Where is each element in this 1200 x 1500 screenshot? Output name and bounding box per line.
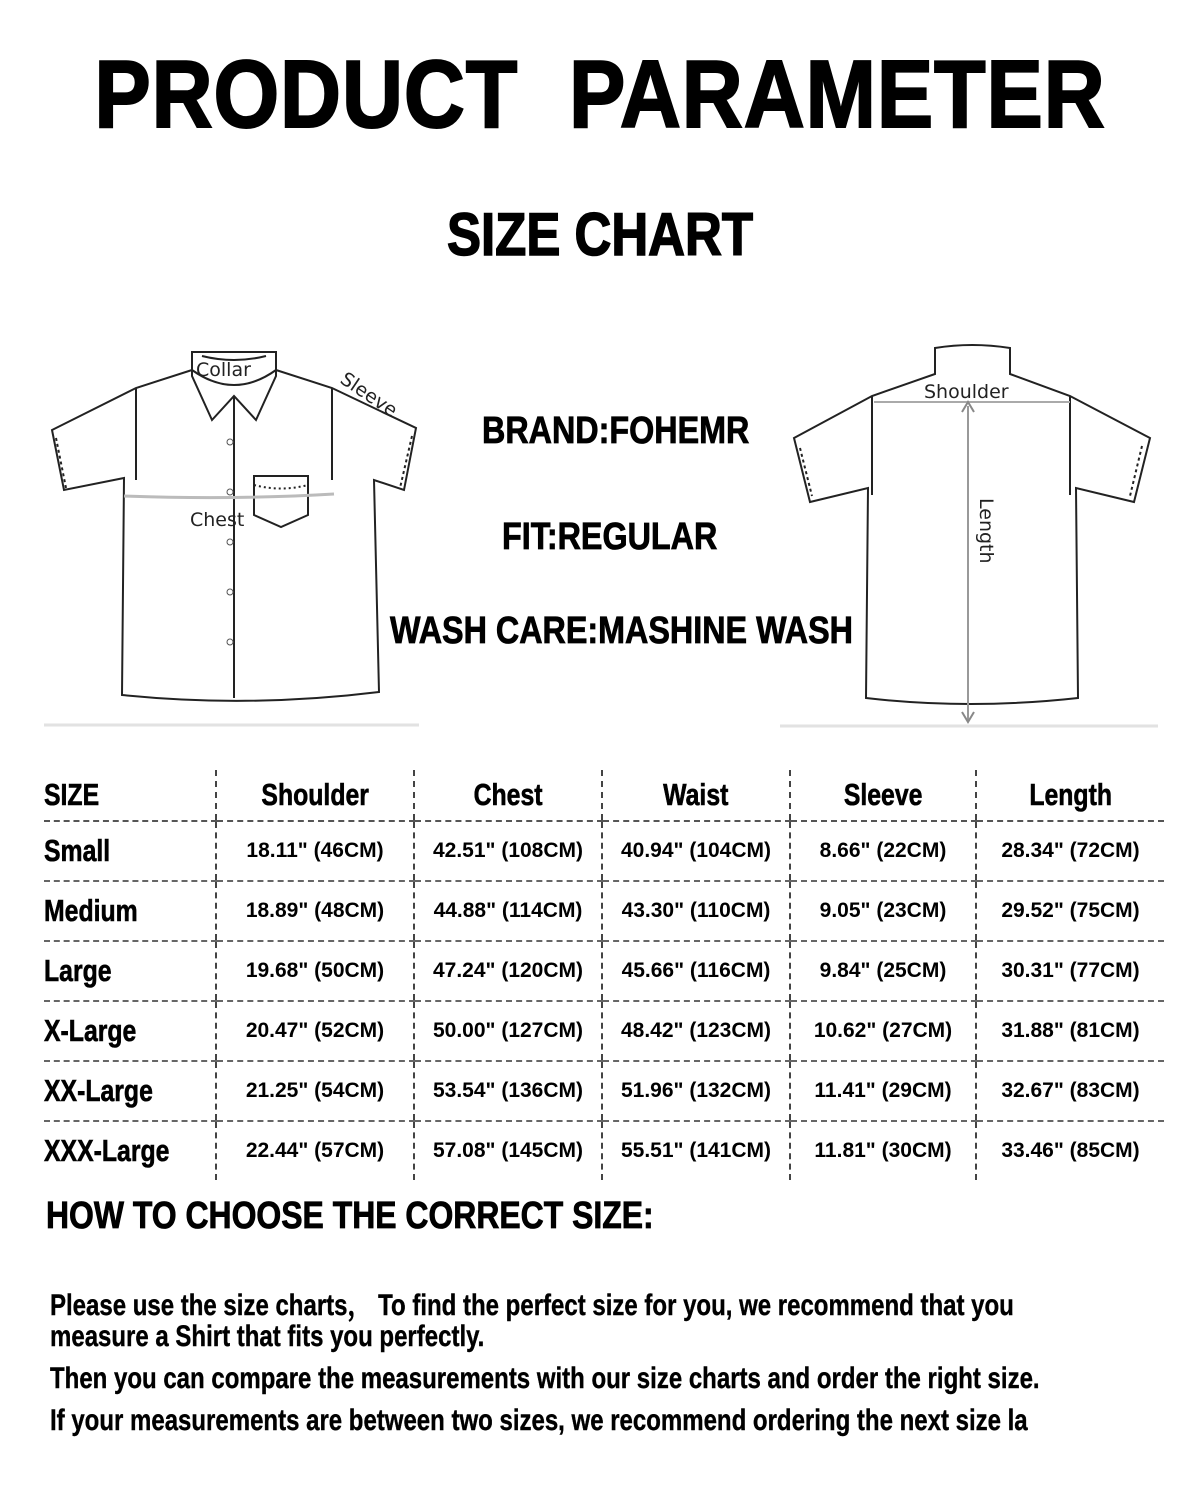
row-size-label: XXX-Large xyxy=(44,1133,170,1168)
size-table-header-row xyxy=(44,770,1164,821)
howto-line-2: measure a Shirt that fits you perfectly. xyxy=(50,1320,485,1353)
cell-shoulder: 19.68" (50CM) xyxy=(216,941,414,1001)
cell-shoulder: 21.25" (54CM) xyxy=(216,1061,414,1121)
page-title: PRODUCT PARAMETER xyxy=(94,41,1106,148)
header-waist: Waist xyxy=(602,770,790,821)
table-row xyxy=(44,881,1164,941)
cell-sleeve: 9.05" (23CM) xyxy=(790,881,976,941)
cell-length: 30.31" (77CM) xyxy=(976,941,1164,1001)
size-chart-heading: SIZE CHART xyxy=(447,201,753,268)
cell-sleeve: 8.66" (22CM) xyxy=(790,821,976,881)
collar-label: Collar xyxy=(196,359,251,381)
howto-line-3: Then you can compare the measurements with our size charts and order the right size. xyxy=(50,1362,1040,1395)
cell-sleeve: 10.62" (27CM) xyxy=(790,1001,976,1061)
row-size-label: Large xyxy=(44,941,216,1001)
cell-chest: 47.24" (120CM) xyxy=(414,941,602,1001)
sleeve-label: Sleeve xyxy=(336,367,402,422)
cell-chest: 50.00" (127CM) xyxy=(414,1001,602,1061)
length-label: Length xyxy=(975,498,997,564)
row-size-label: X-Large xyxy=(44,1001,216,1061)
cell-waist: 51.96" (132CM) xyxy=(602,1061,790,1121)
chest-label: Chest xyxy=(190,509,245,531)
row-size-label: Medium xyxy=(44,881,216,941)
cell-chest: 44.88" (114CM) xyxy=(414,881,602,941)
cell-chest: 42.51" (108CM) xyxy=(414,821,602,881)
howto-line-4: If your measurements are between two sizes, we recommend ordering the next size la xyxy=(50,1404,1028,1437)
cell-sleeve: 11.41" (29CM) xyxy=(790,1061,976,1121)
fit-info: FIT:REGULAR xyxy=(502,516,718,558)
cell-length: 31.88" (81CM) xyxy=(976,1001,1164,1061)
row-size-label: Small xyxy=(44,821,216,881)
cell-length: 29.52" (75CM) xyxy=(976,881,1164,941)
cell-length: 32.67" (83CM) xyxy=(976,1061,1164,1121)
table-row xyxy=(44,941,1164,1001)
cell-shoulder: 18.89" (48CM) xyxy=(216,881,414,941)
header-chest: Chest xyxy=(414,770,602,821)
cell-sleeve: 9.84" (25CM) xyxy=(790,941,976,1001)
table-row xyxy=(44,1121,1164,1180)
cell-shoulder: 22.44" (57CM) xyxy=(216,1121,414,1180)
cell-chest: 57.08" (145CM) xyxy=(414,1121,602,1180)
wash-care-info: WASH CARE:MASHINE WASH xyxy=(390,610,853,652)
cell-waist: 48.42" (123CM) xyxy=(602,1001,790,1061)
cell-waist: 45.66" (116CM) xyxy=(602,941,790,1001)
header-size: SIZE xyxy=(44,770,216,821)
cell-shoulder: 20.47" (52CM) xyxy=(216,1001,414,1061)
cell-chest: 53.54" (136CM) xyxy=(414,1061,602,1121)
cell-waist: 40.94" (104CM) xyxy=(602,821,790,881)
table-row xyxy=(44,821,1164,881)
cell-waist: 55.51" (141CM) xyxy=(602,1121,790,1180)
table-row xyxy=(44,1061,1164,1121)
cell-length: 33.46" (85CM) xyxy=(976,1121,1164,1180)
cell-length: 28.34" (72CM) xyxy=(976,821,1164,881)
howto-heading: HOW TO CHOOSE THE CORRECT SIZE: xyxy=(46,1195,654,1237)
back-shirt-diagram xyxy=(780,330,1160,730)
cell-shoulder: 18.11" (46CM) xyxy=(216,821,414,881)
front-shirt-diagram xyxy=(44,330,424,730)
cell-waist: 43.30" (110CM) xyxy=(602,881,790,941)
size-table xyxy=(44,770,1164,1180)
brand-info: BRAND:FOHEMR xyxy=(482,410,750,452)
table-row xyxy=(44,1001,1164,1061)
cell-sleeve: 11.81" (30CM) xyxy=(790,1121,976,1180)
header-length: Length xyxy=(976,770,1164,821)
header-shoulder: Shoulder xyxy=(216,770,414,821)
row-size-label: XX-Large xyxy=(44,1061,216,1121)
header-sleeve: Sleeve xyxy=(790,770,976,821)
howto-line-1: Please use the size charts， To find the perfect size for you, we recommend that you xyxy=(50,1289,1014,1322)
shoulder-label: Shoulder xyxy=(924,381,1009,403)
